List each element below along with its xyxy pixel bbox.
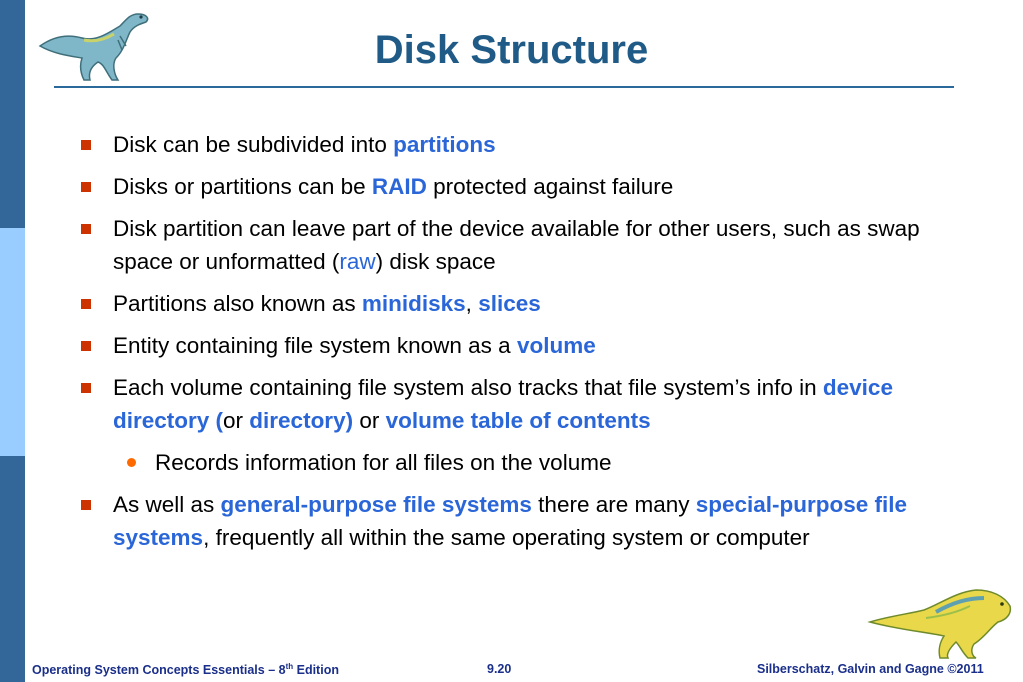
square-bullet-icon <box>81 383 91 393</box>
list-item <box>78 128 938 161</box>
bullet-text: or <box>353 408 386 433</box>
dinosaur-icon <box>866 582 1016 660</box>
footer-book-title-end: Edition <box>293 663 339 678</box>
bullet-text: Disk partition can leave part of the device available for other users, such as swap space or unformatted ( <box>113 216 920 274</box>
bullet-text: or <box>223 408 250 433</box>
bullet-text: Partitions also known as <box>113 291 362 316</box>
round-bullet-icon <box>127 458 136 467</box>
bullet-text: Disks or partitions can be <box>113 174 372 199</box>
list-item <box>78 170 938 203</box>
title-divider <box>54 86 954 88</box>
bullet-text: Each volume containing file system also tracks that file system’s info in <box>113 375 823 400</box>
sidebar-stripe <box>0 0 25 682</box>
keyword: directory) <box>249 408 354 433</box>
square-bullet-icon <box>81 182 91 192</box>
keyword: minidisks <box>361 291 466 316</box>
sub-list-item <box>78 446 938 479</box>
square-bullet-icon <box>81 140 91 150</box>
page-title: Disk Structure <box>374 28 649 72</box>
keyword: general-purpose file systems <box>220 492 532 517</box>
keyword: special-purpose file systems <box>113 492 908 550</box>
keyword: slices <box>478 291 541 316</box>
list-item <box>78 212 938 278</box>
footer-copyright: Silberschatz, Galvin and Gagne ©2011 <box>757 662 984 676</box>
bullet-list <box>78 128 938 563</box>
bullet-text: , <box>465 291 479 316</box>
keyword: RAID <box>371 174 427 199</box>
bullet-text: protected against failure <box>426 174 674 199</box>
bullet-text: Entity containing file system known as a <box>113 333 517 358</box>
bullet-text: , frequently all within the same operating system or computer <box>203 525 810 550</box>
footer-book-title-text: Operating System Concepts Essentials – 8 <box>32 663 286 678</box>
footer-book-title <box>32 662 339 677</box>
keyword: volume table of contents <box>385 408 651 433</box>
keyword: volume <box>516 333 596 358</box>
square-bullet-icon <box>81 299 91 309</box>
bullet-text: ) disk space <box>375 249 496 274</box>
keyword: partitions <box>393 132 496 157</box>
bullet-text: there are many <box>531 492 696 517</box>
list-item <box>78 371 938 437</box>
square-bullet-icon <box>81 341 91 351</box>
keyword: device directory ( <box>113 375 893 433</box>
sidebar-segment-light <box>0 228 25 456</box>
list-item <box>78 287 938 320</box>
bullet-text: Records information for all files on the volume <box>155 450 612 475</box>
bullet-text: Disk can be subdivided into <box>113 132 394 157</box>
sidebar-segment-dark <box>0 456 25 682</box>
square-bullet-icon <box>81 500 91 510</box>
square-bullet-icon <box>81 224 91 234</box>
keyword: raw <box>339 249 376 274</box>
list-item <box>78 488 938 554</box>
list-item <box>78 329 938 362</box>
footer-superscript: th <box>285 662 294 671</box>
slide-number: 9.20 <box>487 662 512 676</box>
bullet-text: As well as <box>113 492 221 517</box>
